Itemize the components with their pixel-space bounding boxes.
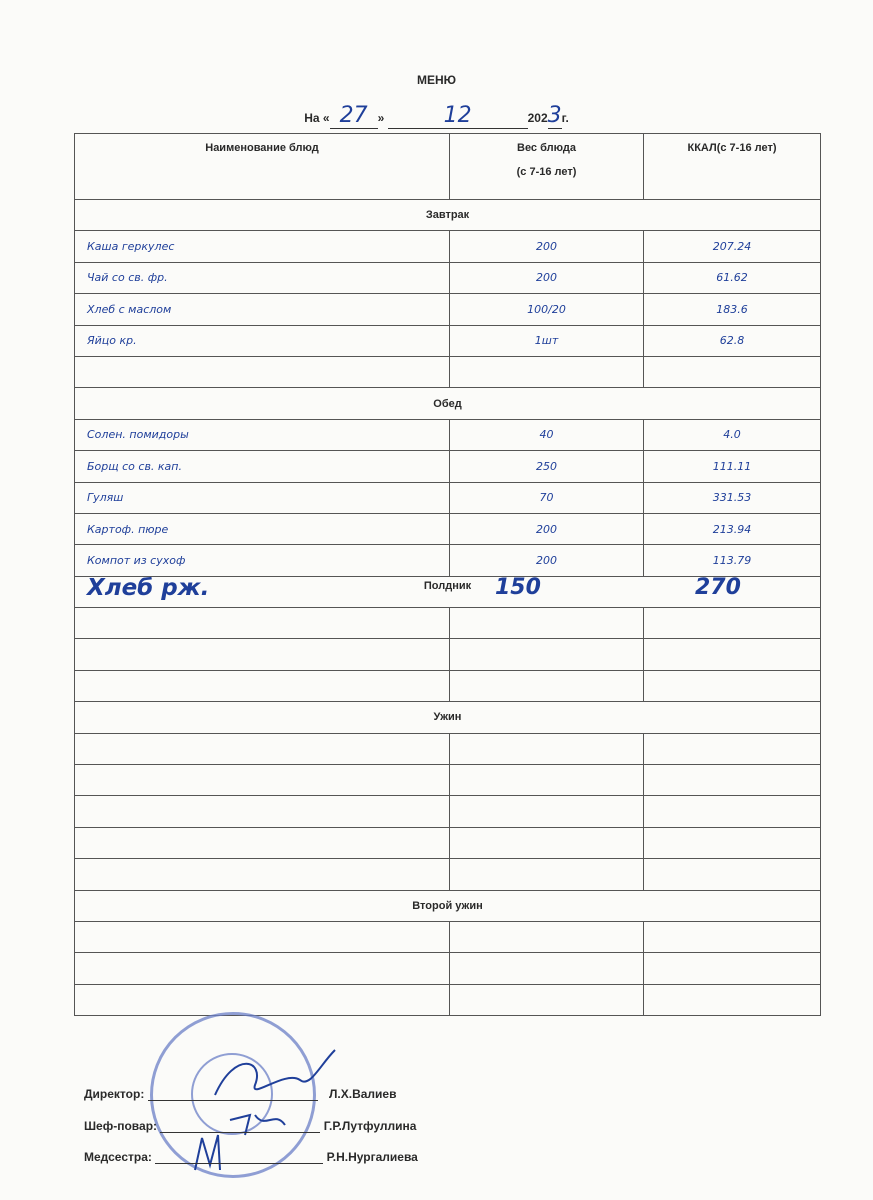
empty-cell (75, 639, 450, 670)
table-row (75, 231, 821, 262)
kcal-cell: 4.0 (644, 419, 821, 450)
nurse-label: Медсестра: (84, 1150, 152, 1164)
table-row (75, 953, 821, 984)
empty-cell (644, 608, 821, 639)
month-field (388, 103, 528, 129)
empty-cell (75, 765, 450, 796)
chef-signature (84, 1119, 416, 1133)
kcal-cell: 62.8 (644, 325, 821, 356)
dish-cell: Компот из сухоф (75, 545, 450, 576)
kcal-cell: 331.53 (644, 482, 821, 513)
empty-cell (644, 953, 821, 984)
chef-label: Шеф-повар: (84, 1119, 158, 1133)
kcal-cell: 213.94 (644, 513, 821, 544)
section-breakfast: Завтрак (75, 200, 821, 231)
section-second-dinner: Второй ужин (75, 890, 821, 921)
menu-table (74, 133, 821, 1016)
kcal-cell: 111.11 (644, 451, 821, 482)
weight-cell: 150 (495, 574, 541, 600)
table-row (75, 482, 821, 513)
empty-cell (75, 984, 450, 1015)
table-row (75, 984, 821, 1015)
table-row (75, 262, 821, 293)
section-dinner: Ужин (75, 702, 821, 733)
empty-cell (450, 356, 644, 387)
section-lunch: Обед (75, 388, 821, 419)
year-digit-field (548, 103, 562, 129)
chef-signature-line (160, 1132, 320, 1133)
dish-cell: Каша геркулес (75, 231, 450, 262)
empty-cell (644, 356, 821, 387)
empty-cell (450, 670, 644, 701)
table-row (75, 419, 821, 450)
table-row (75, 639, 821, 670)
date-mid: » (377, 111, 385, 125)
empty-cell (75, 953, 450, 984)
nurse-signature-line (155, 1163, 323, 1164)
empty-cell (75, 733, 450, 764)
empty-cell (450, 639, 644, 670)
kcal-cell: 270 (695, 574, 741, 600)
kcal-cell: 113.79 (644, 545, 821, 576)
empty-cell (75, 356, 450, 387)
empty-cell (450, 827, 644, 858)
dish-cell: Хлеб с маслом (75, 294, 450, 325)
director-label: Директор: (84, 1087, 145, 1101)
table-row (75, 733, 821, 764)
chef-name: Г.Р.Лутфуллина (323, 1119, 417, 1133)
table-row (75, 765, 821, 796)
empty-cell (644, 733, 821, 764)
kcal-cell: 183.6 (644, 294, 821, 325)
director-signature (84, 1087, 396, 1101)
dish-cell: Хлеб рж. (87, 574, 210, 601)
weight-cell: 200 (450, 231, 644, 262)
table-header (75, 134, 821, 200)
weight-cell: 200 (450, 262, 644, 293)
table-row (75, 513, 821, 544)
menu-title: МЕНЮ (416, 73, 457, 87)
nurse-signature (84, 1150, 418, 1164)
empty-cell (644, 921, 821, 952)
empty-cell (450, 984, 644, 1015)
weight-cell: 70 (450, 482, 644, 513)
table-row (75, 921, 821, 952)
month-value: 12 (443, 103, 472, 128)
weight-cell: 1шт (450, 325, 644, 356)
table-row (75, 356, 821, 387)
empty-cell (644, 670, 821, 701)
weight-cell: 100/20 (450, 294, 644, 325)
weight-cell: 40 (450, 419, 644, 450)
empty-cell (75, 921, 450, 952)
table-row (75, 325, 821, 356)
weight-cell: 200 (450, 513, 644, 544)
year-prefix: 202 (527, 111, 548, 125)
weight-cell: 200 (450, 545, 644, 576)
day-field (330, 103, 378, 129)
dish-cell: Гуляш (75, 482, 450, 513)
weight-cell: 250 (450, 451, 644, 482)
nurse-name: Р.Н.Нургалиева (326, 1150, 418, 1164)
section-snack (75, 576, 821, 607)
empty-cell (450, 921, 644, 952)
empty-cell (644, 765, 821, 796)
empty-cell (644, 859, 821, 890)
year-digit: 3 (547, 103, 562, 128)
empty-cell (644, 796, 821, 827)
table-row (75, 827, 821, 858)
empty-cell (644, 639, 821, 670)
empty-cell (75, 796, 450, 827)
empty-cell (450, 608, 644, 639)
table-row (75, 796, 821, 827)
empty-cell (450, 765, 644, 796)
dish-cell: Чай со св. фр. (75, 262, 450, 293)
dish-cell: Яйцо кр. (75, 325, 450, 356)
weight-header-line1: Вес блюда (517, 142, 576, 154)
empty-cell (75, 859, 450, 890)
director-name: Л.Х.Валиев (329, 1087, 397, 1101)
empty-cell (450, 796, 644, 827)
date-prefix: На « (304, 111, 330, 125)
table-row (75, 451, 821, 482)
kcal-cell: 207.24 (644, 231, 821, 262)
empty-cell (644, 827, 821, 858)
empty-cell (450, 953, 644, 984)
empty-cell (75, 827, 450, 858)
section-snack-label: Полдник (423, 579, 472, 592)
kcal-column-header: ККАЛ(с 7-16 лет) (644, 134, 821, 200)
table-row (75, 608, 821, 639)
kcal-cell: 61.62 (644, 262, 821, 293)
empty-cell (450, 859, 644, 890)
table-row (75, 670, 821, 701)
empty-cell (75, 670, 450, 701)
dish-cell: Картоф. пюре (75, 513, 450, 544)
date-line (0, 103, 873, 129)
director-signature-line (148, 1100, 318, 1101)
snack-section-row (75, 576, 821, 607)
weight-header-line2: (с 7-16 лет) (516, 166, 577, 178)
weight-column-header (450, 134, 644, 200)
table-row (75, 859, 821, 890)
dish-cell: Борщ со св. кап. (75, 451, 450, 482)
dish-cell: Солен. помидоры (75, 419, 450, 450)
year-suffix: г. (561, 111, 569, 125)
table-row (75, 545, 821, 576)
dish-column-header: Наименование блюд (75, 134, 450, 200)
empty-cell (450, 733, 644, 764)
table-row (75, 294, 821, 325)
empty-cell (75, 608, 450, 639)
day-value: 27 (339, 103, 368, 128)
empty-cell (644, 984, 821, 1015)
